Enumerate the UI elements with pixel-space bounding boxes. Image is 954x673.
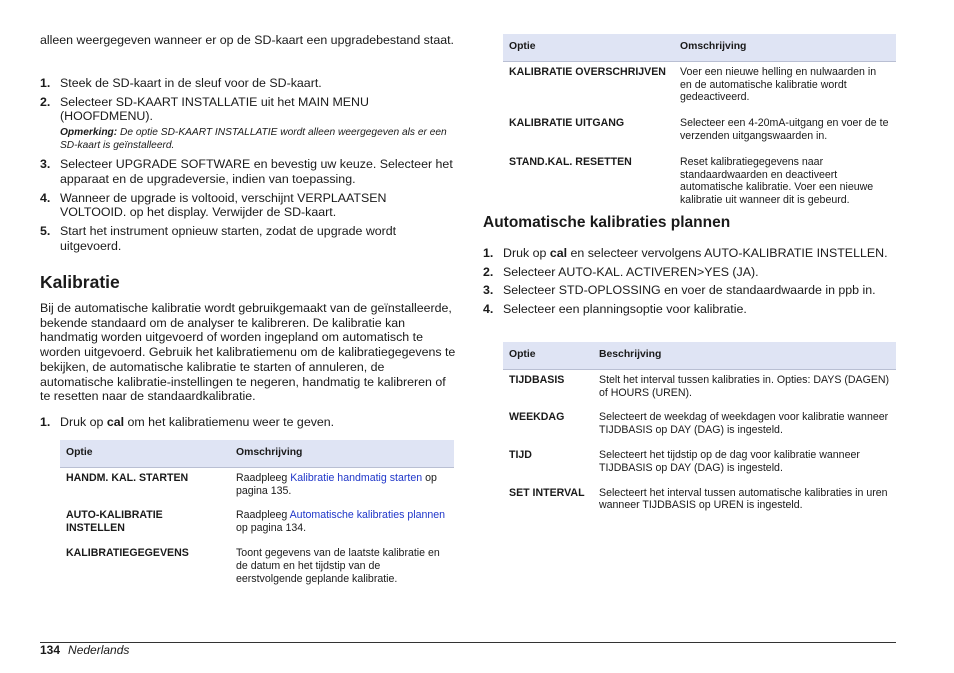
list-item — [40, 95, 456, 124]
step-text: Selecteer een planningsoptie voor kalibratie. — [503, 302, 747, 317]
step-text: Selecteer SD-KAART INSTALLATIE uit het MAIN MENU (HOOFDMENU). — [60, 94, 369, 124]
step-text: Steek de SD-kaart in de sleuf voor de SD-kaart. — [60, 76, 322, 90]
step-number: 1. — [483, 246, 494, 260]
option-description: Selecteert het interval tussen automatische kalibraties in uren wanneer TIJDBASIS op UREN is ingesteld. — [599, 486, 888, 512]
option-name: KALIBRATIE OVERSCHRIJVEN — [503, 61, 674, 114]
option-description: Selecteer een 4-20mA-uitgang en voer de te verzenden uitgangswaarden in. — [680, 117, 889, 142]
column-header-option: Optie — [503, 34, 674, 61]
option-name: KALIBRATIEGEGEVENS — [66, 546, 189, 559]
option-description: Stelt het interval tussen kalibraties in. Opties: DAYS (DAGEN) of HOURS (UREN). — [593, 369, 896, 408]
step-number: 5. — [40, 223, 51, 238]
list-item — [40, 76, 456, 91]
list-item — [40, 191, 456, 220]
step-text-pre: Druk op — [503, 246, 550, 260]
table-row — [503, 153, 896, 212]
calibration-paragraph: Bij de automatische kalibratie wordt gebruikgemaakt van de geïnstalleerde, bekende standaard om de analyser te kalibreren. De kalibratie kan handmatig worden uitgevoerd of worden ingepland om automatisch te worden uitgevoerd. Gebruik het kalibratiemenu om de kalibratiegegevens te bekijken, de automatische kalibratie te starten of annuleren, de automatische kalibratie-instellingen te negeren, handmatig te kalibreren of te resetten naar de standaardkalibratie. — [40, 301, 456, 404]
option-description — [230, 467, 454, 506]
option-name: KALIBRATIE UITGANG — [509, 117, 625, 130]
step-text: Selecteer STD-OPLOSSING en voer de standaardwaarde in ppb in. — [503, 283, 876, 298]
page-number: 134 — [40, 643, 61, 657]
table-header-row — [503, 34, 896, 61]
option-name: TIJDBASIS — [503, 369, 593, 408]
table-row — [503, 446, 896, 484]
option-name: SET INTERVAL — [509, 486, 585, 499]
step-text-pre: Druk op — [60, 415, 107, 429]
option-name: HANDM. KAL. STARTEN — [60, 467, 230, 506]
step-text: Selecteer AUTO-KAL. ACTIVEREN>YES (JA). — [503, 264, 759, 279]
step-number: 1. — [40, 76, 51, 90]
step-text: Selecteer UPGRADE SOFTWARE en bevestig uw keuze. Selecteer het apparaat en de upgradeversie, indien van toepassing. — [60, 157, 453, 186]
column-header-description: Omschrijving — [674, 34, 896, 61]
step-text: Wanneer de upgrade is voltooid, verschijnt VERPLAATSEN VOLTOOID. op het display. Verwijder de SD-kaart. — [60, 190, 387, 220]
options-table — [60, 440, 454, 590]
option-description: Selecteert het tijdstip op de dag voor kalibratie wanneer TIJDBASIS op DAY (DAG) is ingesteld. — [599, 448, 860, 474]
calibration-steps — [40, 415, 456, 430]
table-row — [503, 61, 896, 114]
calibration-options-table — [60, 440, 454, 590]
option-description: Voer een nieuwe helling en nulwaarden in en de automatische kalibratie wordt gedeactiveerd. — [674, 61, 896, 114]
column-header-description: Omschrijving — [230, 440, 454, 467]
column-header-description: Beschrijving — [593, 342, 896, 369]
key-cal: cal — [549, 246, 568, 260]
option-description: Toont gegevens van de laatste kalibratie en de datum en het tijdstip van de eerstvolgende geplande kalibratie. — [236, 546, 440, 585]
step-number: 2. — [483, 264, 494, 279]
upgrade-steps — [40, 76, 456, 253]
link-kalibratie-handmatig-starten[interactable]: Kalibratie handmatig starten — [290, 471, 423, 484]
step-number: 3. — [483, 283, 494, 298]
list-item — [40, 415, 456, 430]
note-body: De optie SD-KAART INSTALLATIE wordt alleen weergegeven als er een SD-kaart is geïnstalleerd. — [60, 127, 447, 151]
option-description: Reset kalibratiegegevens naar standaardwaarden en deactiveert automatische kalibratie. Voer een nieuwe kalibratie uit wanneer dit is gebeurd. — [680, 155, 874, 207]
step-text-post: om het kalibratiemenu weer te geven. — [124, 415, 335, 429]
list-item — [483, 265, 896, 280]
step-number: 4. — [40, 190, 51, 205]
column-header-option: Optie — [503, 342, 593, 369]
footer-divider — [40, 642, 896, 643]
table-row — [503, 114, 896, 153]
desc-text: op pagina 134. — [236, 522, 307, 535]
option-description: Selecteert de weekdag of weekdagen voor kalibratie wanneer TIJDBASIS op DAY (DAG) is ingesteld. — [599, 411, 889, 437]
page-footer — [40, 643, 129, 657]
link-automatische-kalibraties-plannen[interactable]: Automatische kalibraties plannen — [289, 509, 446, 522]
note-label: Opmerking: — [60, 127, 118, 139]
list-item — [483, 246, 896, 261]
option-name: TIJD — [509, 448, 532, 461]
desc-text: Raadpleeg — [236, 509, 290, 522]
note-text — [40, 127, 456, 152]
option-name: STAND.KAL. RESETTEN — [509, 155, 632, 168]
option-name: WEEKDAG — [509, 411, 565, 424]
step-text-post: en selecteer vervolgens AUTO-KALIBRATIE INSTELLEN. — [567, 246, 888, 260]
step-number: 4. — [483, 302, 494, 317]
list-item — [40, 157, 456, 186]
option-name: AUTO-KALIBRATIE INSTELLEN — [66, 509, 163, 535]
table-header-row — [60, 440, 454, 467]
desc-text: op pagina 135. — [236, 471, 437, 497]
step-number: 3. — [40, 157, 51, 172]
calibration-options-table-continued — [503, 34, 896, 212]
list-item — [483, 302, 896, 317]
intro-paragraph: alleen weergegeven wanneer er op de SD-kaart een upgradebestand staat. — [40, 33, 454, 47]
step-text: Start het instrument opnieuw starten, zodat de upgrade wordt uitgevoerd. — [60, 223, 397, 253]
list-item — [483, 283, 896, 298]
list-item — [40, 224, 456, 253]
option-description — [230, 506, 454, 544]
schedule-options-table — [503, 342, 896, 517]
desc-text: Raadpleeg — [236, 471, 291, 484]
footer-language: Nederlands — [68, 643, 130, 657]
table-row — [60, 506, 454, 544]
options-table — [503, 34, 896, 212]
column-header-option: Optie — [60, 440, 230, 467]
step-number: 1. — [40, 415, 51, 429]
table-header-row — [503, 342, 896, 369]
table-row — [503, 408, 896, 446]
options-table — [503, 342, 896, 517]
schedule-steps — [483, 246, 896, 317]
table-row — [503, 369, 896, 408]
table-row — [503, 484, 896, 518]
note — [40, 127, 456, 152]
table-row — [60, 544, 454, 590]
step-number: 2. — [40, 94, 51, 109]
table-row — [60, 467, 454, 506]
key-cal: cal — [106, 415, 125, 429]
section-heading-kalibratie: Kalibratie — [40, 272, 120, 292]
section-heading-automatische-kalibraties: Automatische kalibraties plannen — [483, 214, 731, 231]
